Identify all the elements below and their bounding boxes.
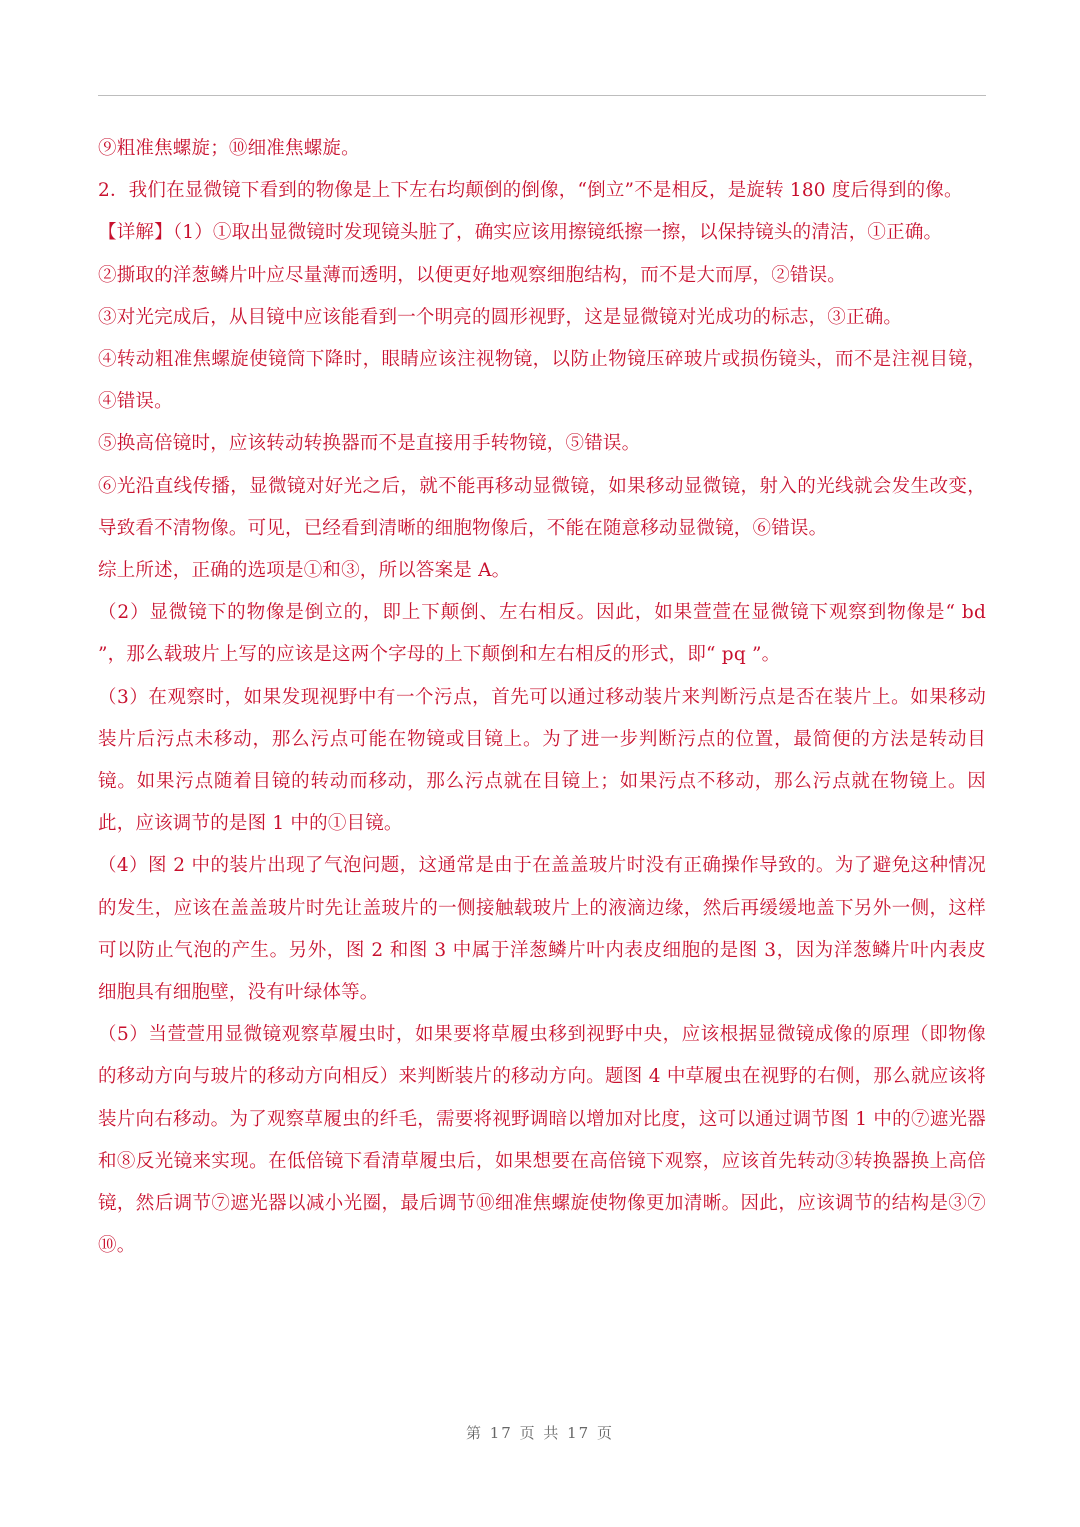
paragraph-part-5: （5）当萱萱用显微镜观察草履虫时，如果要将草履虫移到视野中央，应该根据显微镜成像的原理（即物像的移动方向与玻片的移动方向相反）来判断装片的移动方向。题图 4 中草履虫在视野的右侧，那么就应该将装片向右移动。为了观察草履虫的纤毛，需要将视野调暗以增加对比度，这可以通过调节图 1 中的⑦遮光器和⑧反光镜来实现。在低倍镜下看清草履虫后，如果想要在高倍镜下观察，应该首先转动③转换器换上高倍镜，然后调节⑦遮光器以减小光圈，最后调节⑩细准焦螺旋使物像更加清晰。因此，应该调节的结构是③⑦⑩。 <box>98 1024 986 1257</box>
paragraph-line-9: 综上所述，正确的选项是①和③，所以答案是 A。 <box>98 560 511 582</box>
paragraph-part-3: （3）在观察时，如果发现视野中有一个污点，首先可以通过移动装片来判断污点是否在装片上。如果移动装片后污点未移动，那么污点可能在物镜或目镜上。为了进一步判断污点的位置，最简便的方法是转动目镜。如果污点随着目镜的转动而移动，那么污点就在目镜上；如果污点不移动，那么污点就在物镜上。因此，应该调节的是图 1 中的①目镜。 <box>98 686 986 835</box>
page-number-footer: 第 17 页 共 17 页 <box>465 1424 614 1442</box>
paragraph-part-4: （4）图 2 中的装片出现了气泡问题，这通常是由于在盖盖玻片时没有正确操作导致的。为了避免这种情况的发生，应该在盖盖玻片时先让盖玻片的一侧接触载玻片上的液滴边缘，然后再缓缓地盖下另外一侧，这样可以防止气泡的产生。另外，图 2 和图 3 中属于洋葱鳞片叶内表皮细胞的是图 3，因为洋葱鳞片叶内表皮细胞具有细胞壁，没有叶绿体等。 <box>98 855 986 1004</box>
paragraph-detail-1 <box>98 212 986 254</box>
paragraph-line-2: 2．我们在显微镜下看到的物像是上下左右均颠倒的倒像，“倒立”不是相反，是旋转 180 度后得到的像。 <box>98 180 963 202</box>
paragraph-line-6: ④转动粗准焦螺旋使镜筒下降时，眼睛应该注视物镜，以防止物镜压碎玻片或损伤镜头，而不是注视目镜，④错误。 <box>98 349 986 413</box>
paragraph-line-5: ③对光完成后，从目镜中应该能看到一个明亮的圆形视野，这是显微镜对光成功的标志，③正确。 <box>98 306 903 328</box>
header-divider <box>98 95 986 96</box>
detail-label: 【详解】 <box>98 222 173 244</box>
paragraph-line-8: ⑥光沿直线传播，显微镜对好光之后，就不能再移动显微镜，如果移动显微镜，射入的光线就会发生改变，导致看不清物像。可见，已经看到清晰的细胞物像后，不能在随意移动显微镜，⑥错误。 <box>98 475 986 539</box>
paragraph-line-7: ⑤换高倍镜时，应该转动转换器而不是直接用手转物镜，⑤错误。 <box>98 433 641 455</box>
paragraph-part-2: （2）显微镜下的物像是倒立的，即上下颠倒、左右相反。因此，如果萱萱在显微镜下观察到物像是“ bd ”，那么载玻片上写的应该是这两个字母的上下颠倒和左右相反的形式，即“ pq ”。 <box>98 602 986 666</box>
answer-explanation <box>98 128 986 1267</box>
detail-text: （1）①取出显微镜时发现镜头脏了，确实应该用擦镜纸擦一擦，以保持镜头的清洁，①正确。 <box>172 222 943 244</box>
paragraph-line-1: ⑨粗准焦螺旋；⑩细准焦螺旋。 <box>98 138 360 159</box>
paragraph-line-4: ②撕取的洋葱鳞片叶应尽量薄而透明，以便更好地观察细胞结构，而不是大而厚，②错误。 <box>98 264 847 286</box>
